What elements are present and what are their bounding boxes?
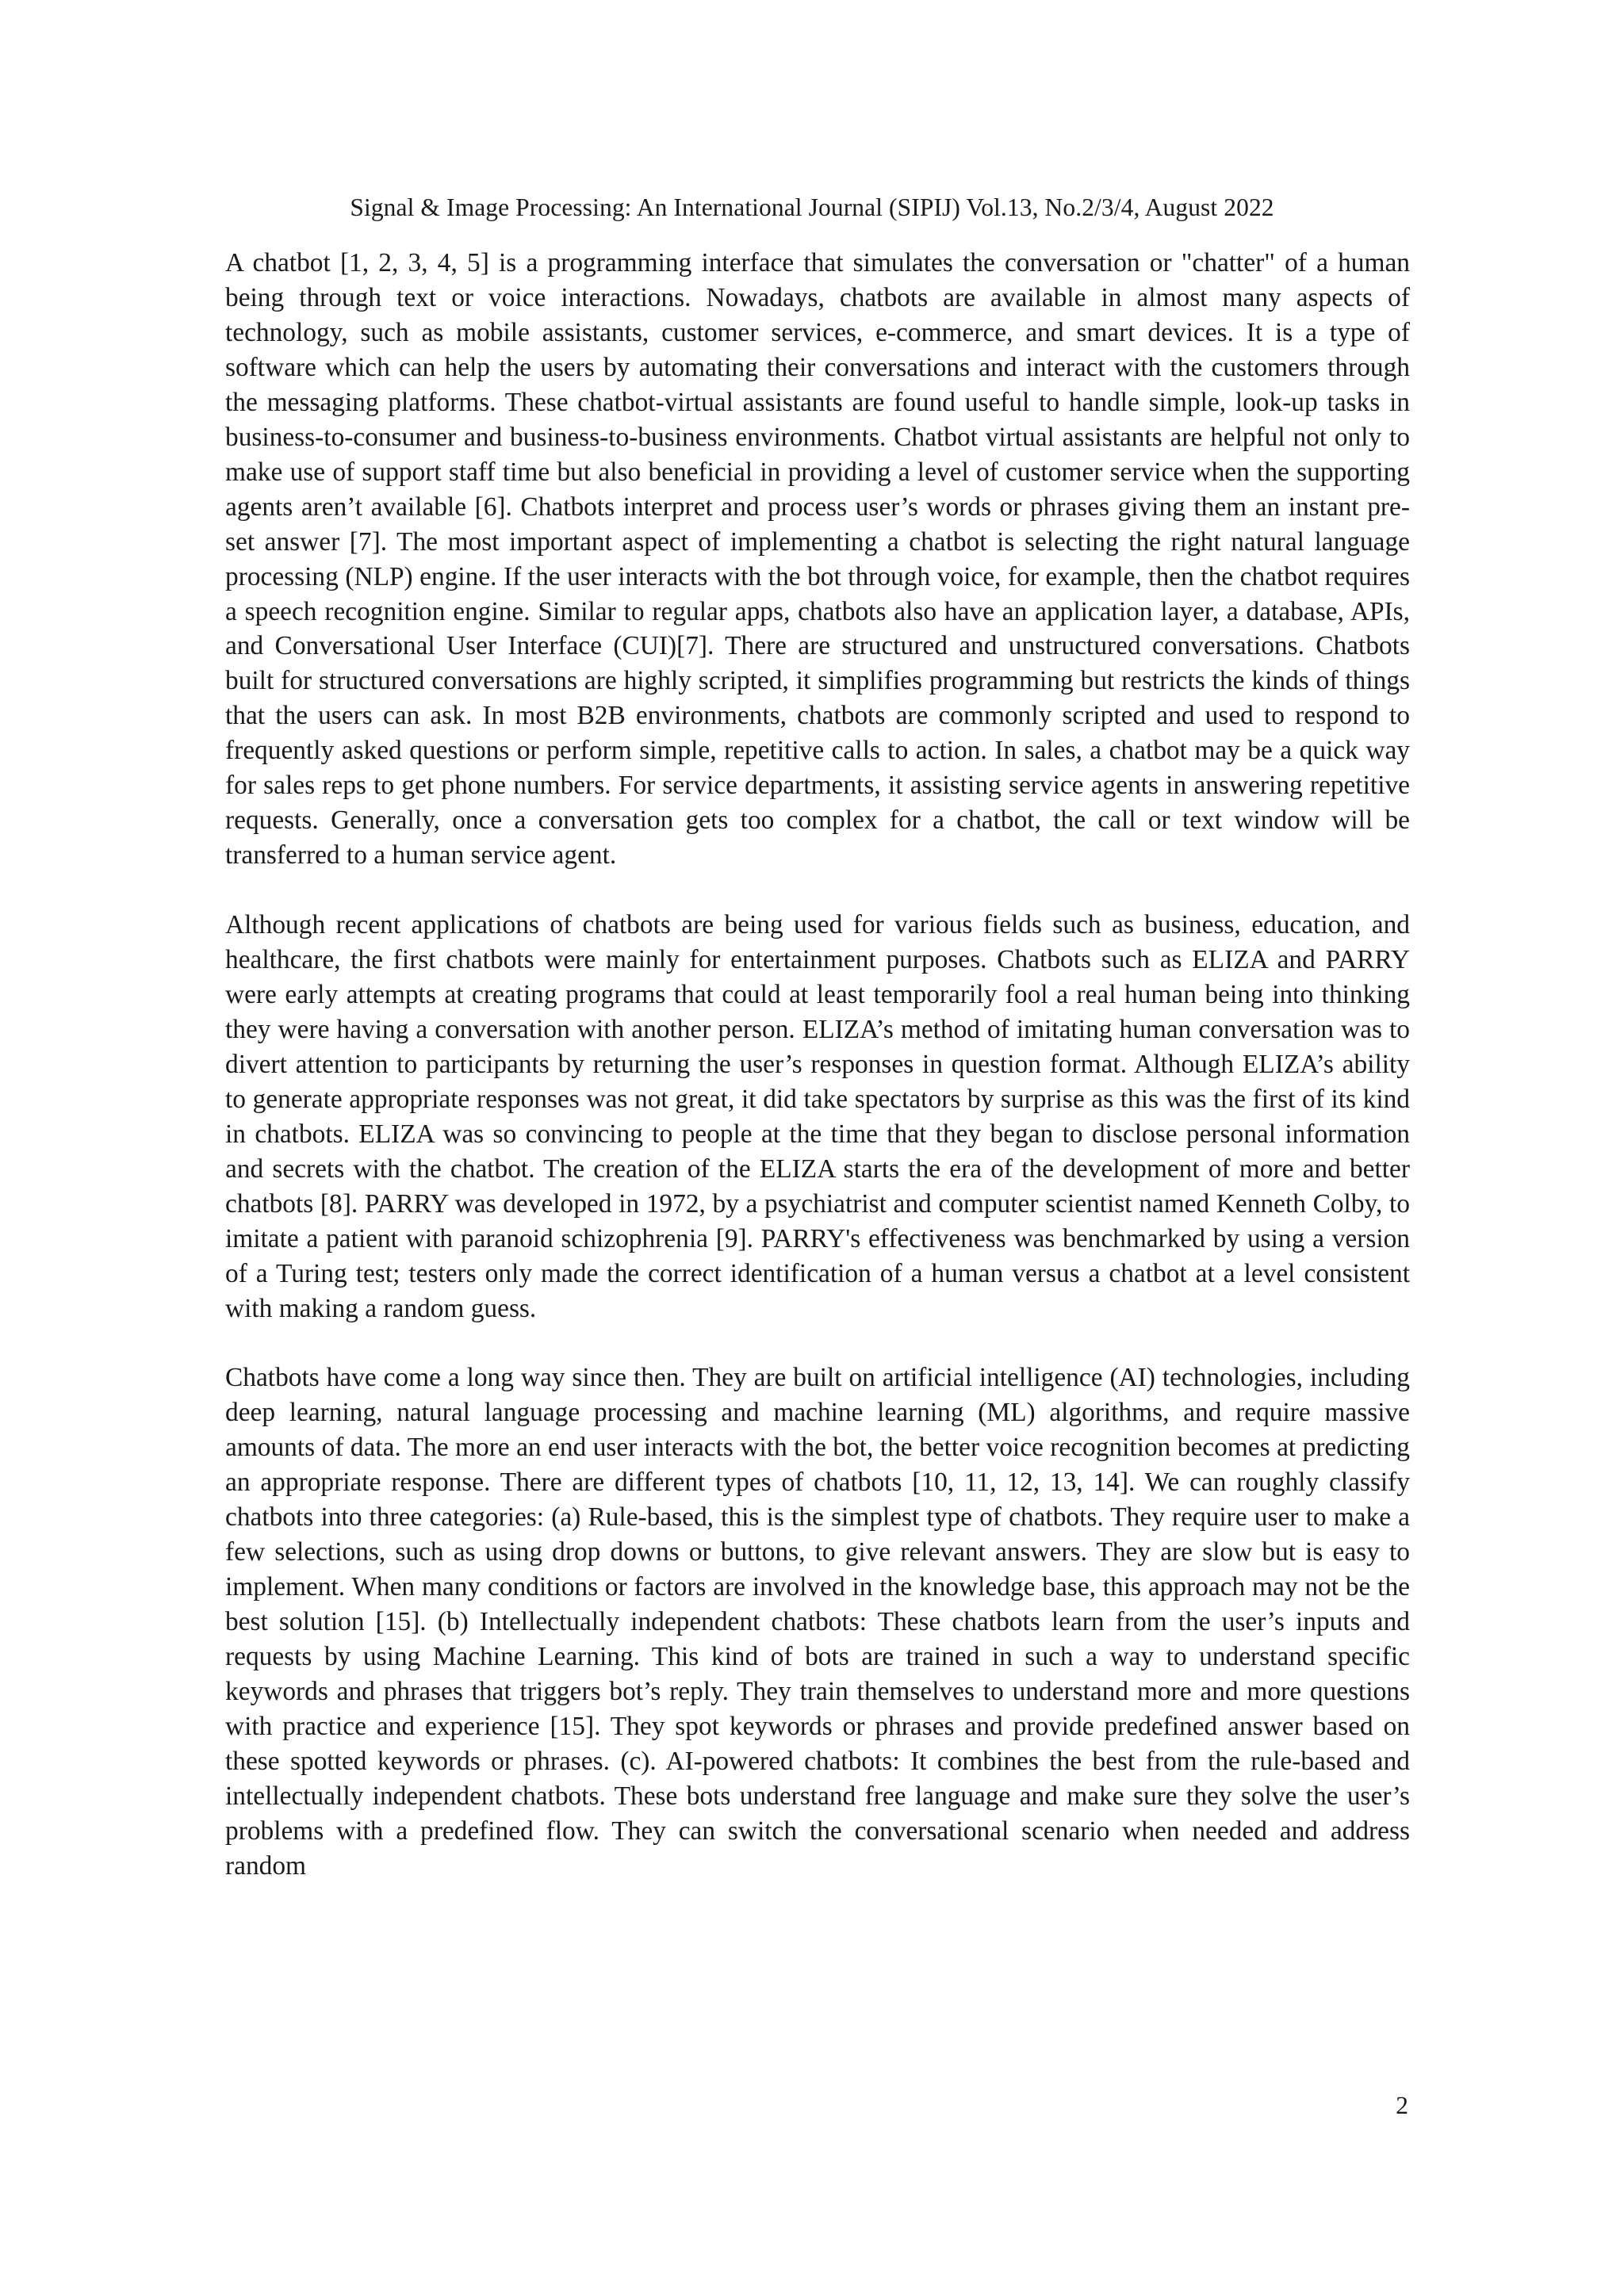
- paragraph-chatbot-types: Chatbots have come a long way since then. They are built on artificial intelligence (AI) technologies, including deep learning, natural language processing and machine learning (ML) algorithms, and require massive amounts of data. The more an end user interacts with the bot, the better voice recognition becomes at predicting an appropriate response. There are different types of chatbots [10, 11, 12, 13, 14]. We can roughly classify chatbots into three categories: (a) Rule-based, this is the simplest type of chatbots. They require user to make a few selections, such as using drop downs or buttons, to give relevant answers. They are slow but is easy to implement. When many conditions or factors are involved in the knowledge base, this approach may not be the best solution [15]. (b) Intellectually independent chatbots: These chatbots learn from the user’s inputs and requests by using Machine Learning. This kind of bots are trained in such a way to understand specific keywords and phrases that triggers bot’s reply. They train themselves to understand more and more questions with practice and experience [15]. They spot keywords or phrases and provide predefined answer based on these spotted keywords or phrases. (c). AI-powered chatbots: It combines the best from the rule-based and intellectually independent chatbots. These bots understand free language and make sure they solve the user’s problems with a predefined flow. They can switch the conversational scenario when needed and address random: [225, 1363, 1410, 1881]
- paragraph-gap: [225, 873, 1410, 908]
- body-text: [225, 246, 1410, 1884]
- page-number: 2: [1396, 2091, 1408, 2119]
- paragraph-chatbot-definition: A chatbot [1, 2, 3, 4, 5] is a programming interface that simulates the conversation or "chatter" of a human being through text or voice interactions. Nowadays, chatbots are available in almost many aspects of technology, such as mobile assistants, customer services, e-commerce, and smart devices. It is a type of software which can help the users by automating their conversations and interact with the customers through the messaging platforms. These chatbot-virtual assistants are found useful to handle simple, look-up tasks in business-to-consumer and business-to-business environments. Chatbot virtual assistants are helpful not only to make use of support staff time but also beneficial in providing a level of customer service when the supporting agents aren’t available [6]. Chatbots interpret and process user’s words or phrases giving them an instant pre-set answer [7]. The most important aspect of implementing a chatbot is selecting the right natural language processing (NLP) engine. If the user interacts with the bot through voice, for example, then the chatbot requires a speech recognition engine. Similar to regular apps, chatbots also have an application layer, a database, APIs, and Conversational User Interface (CUI)[7]. There are structured and unstructured conversations. Chatbots built for structured conversations are highly scripted, it simplifies programming but restricts the kinds of things that the users can ask. In most B2B environments, chatbots are commonly scripted and used to respond to frequently asked questions or perform simple, repetitive calls to action. In sales, a chatbot may be a quick way for sales reps to get phone numbers. For service departments, it assisting service agents in answering repetitive requests. Generally, once a conversation gets too complex for a chatbot, the call or text window will be transferred to a human service agent.: [225, 248, 1410, 871]
- running-header: Signal & Image Processing: An International Journal (SIPIJ) Vol.13, No.2/3/4, August 2022: [350, 193, 1274, 221]
- paragraph-early-chatbots: Although recent applications of chatbots are being used for various fields such as business, education, and healthcare, the first chatbots were mainly for entertainment purposes. Chatbots such as ELIZA and PARRY were early attempts at creating programs that could at least temporarily fool a real human being into thinking they were having a conversation with another person. ELIZA’s method of imitating human conversation was to divert attention to participants by returning the user’s responses in question format. Although ELIZA’s ability to generate appropriate responses was not great, it did take spectators by surprise as this was the first of its kind in chatbots. ELIZA was so convincing to people at the time that they began to disclose personal information and secrets with the chatbot. The creation of the ELIZA starts the era of the development of more and better chatbots [8]. PARRY was developed in 1972, by a psychiatrist and computer scientist named Kenneth Colby, to imitate a patient with paranoid schizophrenia [9]. PARRY's effectiveness was benchmarked by using a version of a Turing test; testers only made the correct identification of a human versus a chatbot at a level consistent with making a random guess.: [225, 910, 1410, 1323]
- paragraph-gap: [225, 1326, 1410, 1361]
